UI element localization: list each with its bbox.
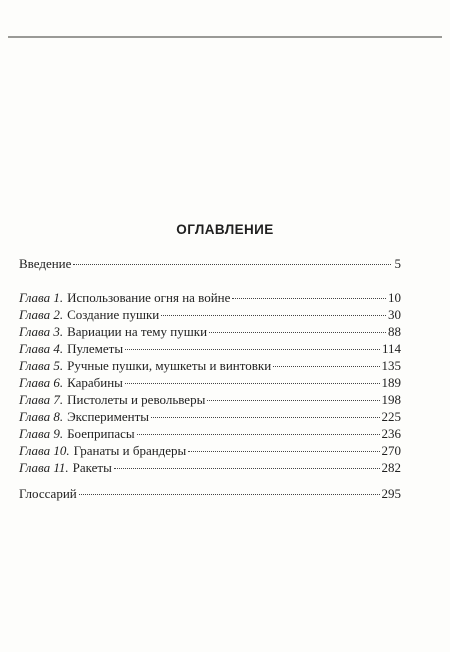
chapter-label: Глава 11. xyxy=(19,460,69,475)
header-rule xyxy=(8,36,442,38)
chapter-label: Глава 7. xyxy=(19,392,64,407)
chapter-label: Глава 8. xyxy=(19,409,64,424)
toc-entry-chapter xyxy=(19,426,401,441)
toc-entry-title: Пулеметы xyxy=(67,341,124,356)
dot-leader xyxy=(273,366,379,367)
toc-entry-title: Эксперименты xyxy=(67,409,149,424)
toc-entry-chapter xyxy=(19,375,401,390)
toc-entry-title: Боеприпасы xyxy=(67,426,135,441)
toc-entry-title: Ручные пушки, мушкеты и винтовки xyxy=(67,358,272,373)
chapter-label: Глава 9. xyxy=(19,426,64,441)
toc-entry-title: Гранаты и брандеры xyxy=(73,443,187,458)
toc-entry-page: 88 xyxy=(388,324,401,339)
dot-leader xyxy=(137,434,380,435)
chapter-label: Глава 2. xyxy=(19,307,64,322)
dot-leader xyxy=(125,349,380,350)
chapter-label: Глава 3. xyxy=(19,324,64,339)
toc-entry-title: Ракеты xyxy=(72,460,112,475)
toc-entry-page: 30 xyxy=(388,307,401,322)
chapter-label: Глава 4. xyxy=(19,341,64,356)
chapter-label: Глава 10. xyxy=(19,443,70,458)
toc-entry-intro xyxy=(19,256,401,271)
toc-entry-title: Карабины xyxy=(67,375,123,390)
dot-leader xyxy=(79,494,380,495)
toc-entry-chapter xyxy=(19,307,401,322)
toc-entry-page: 114 xyxy=(381,341,401,356)
toc-entry-chapter xyxy=(19,290,401,305)
toc-entry-chapter xyxy=(19,392,401,407)
chapter-label: Глава 6. xyxy=(19,375,64,390)
toc-entry-page: 189 xyxy=(381,375,401,390)
toc-entry-chapter xyxy=(19,358,401,373)
toc-entry-page: 5 xyxy=(394,256,401,271)
toc-entry-page: 270 xyxy=(381,443,401,458)
toc-entry-title: Пистолеты и револьверы xyxy=(67,392,206,407)
dot-leader xyxy=(114,468,380,469)
dot-leader xyxy=(151,417,380,418)
toc-entry-title: Использование огня на войне xyxy=(67,290,231,305)
toc-entry-title: Вариации на тему пушки xyxy=(67,324,208,339)
toc-entry-chapter xyxy=(19,324,401,339)
toc-entry-page: 225 xyxy=(381,409,401,424)
dot-leader xyxy=(209,332,386,333)
toc-entry-chapter xyxy=(19,460,401,475)
toc-heading: ОГЛАВЛЕНИЕ xyxy=(176,222,274,237)
toc-entry-page: 10 xyxy=(388,290,401,305)
toc-entry-chapter xyxy=(19,443,401,458)
toc-entry-page: 282 xyxy=(381,460,401,475)
toc-entry-page: 135 xyxy=(381,358,401,373)
chapter-label: Глава 5. xyxy=(19,358,64,373)
dot-leader xyxy=(232,298,386,299)
toc-entry-chapter xyxy=(19,409,401,424)
dot-leader xyxy=(73,264,391,265)
dot-leader xyxy=(125,383,380,384)
toc-entry-title: Введение xyxy=(19,256,72,271)
toc-entry-page: 236 xyxy=(381,426,401,441)
dot-leader xyxy=(188,451,379,452)
dot-leader xyxy=(161,315,386,316)
toc-entry-chapter xyxy=(19,341,401,356)
toc-entry-page: 198 xyxy=(381,392,401,407)
toc-entry-title: Глоссарий xyxy=(19,486,77,501)
toc-entry-title: Создание пушки xyxy=(67,307,160,322)
toc-entry-glossary xyxy=(19,486,401,501)
toc-entry-page: 295 xyxy=(381,486,401,501)
dot-leader xyxy=(207,400,379,401)
chapter-label: Глава 1. xyxy=(19,290,64,305)
